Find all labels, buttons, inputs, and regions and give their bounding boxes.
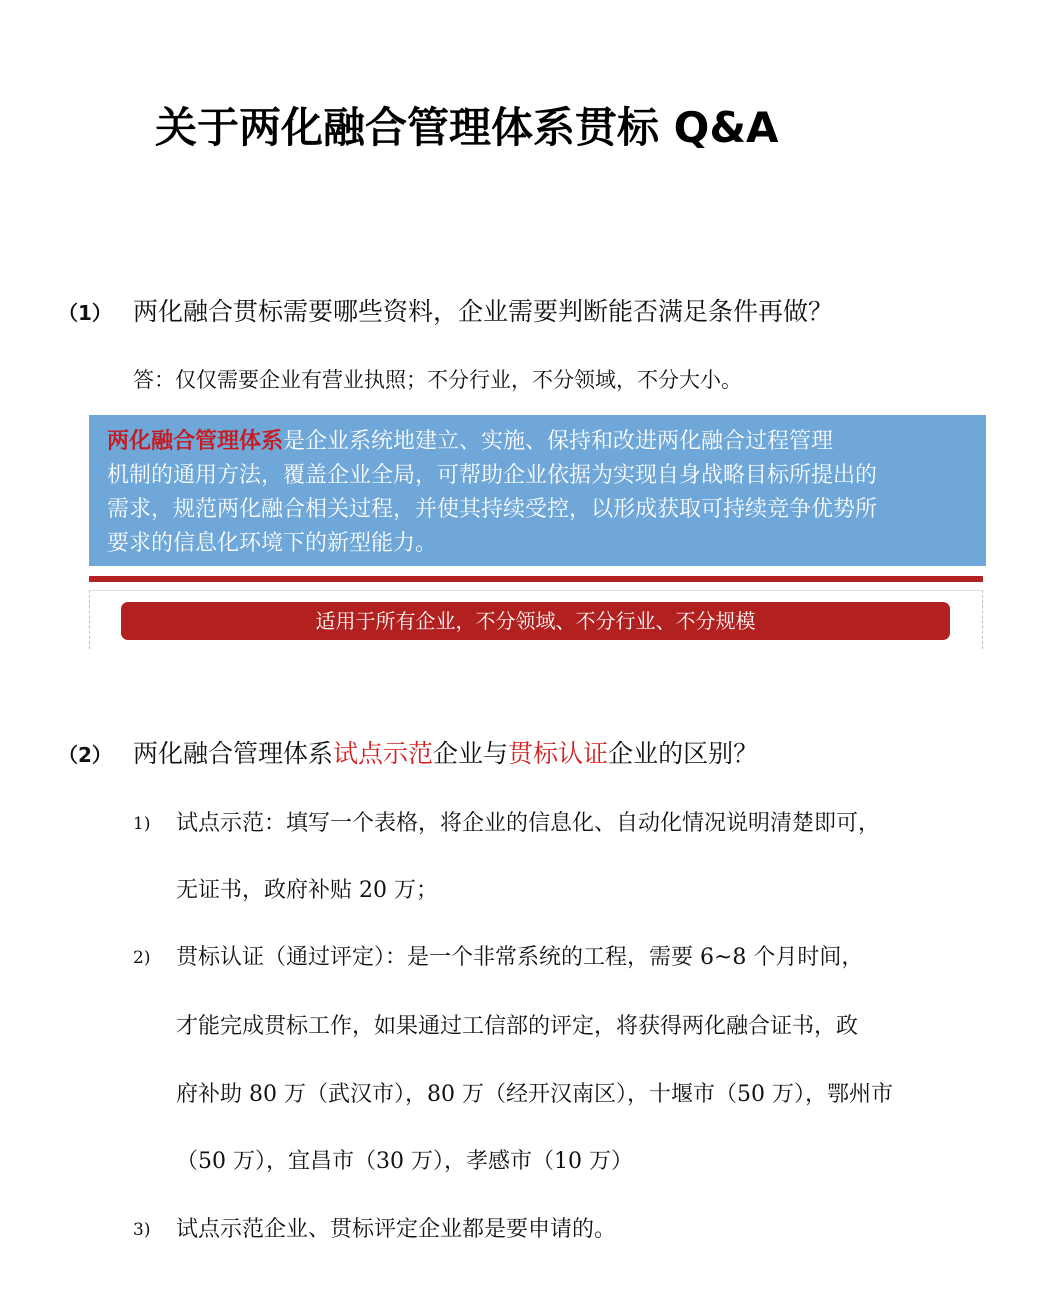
list-item-line: 贯标认证（通过评定）：是一个非常系统的工程，需要 6~8 个月时间， — [176, 945, 864, 970]
list-item-number: 2) — [133, 948, 151, 968]
question-2-text — [133, 736, 758, 772]
definition-line-2: 机制的通用方法，覆盖企业全局，可帮助企业依据为实现自身战略目标所提出的 — [107, 463, 878, 488]
question-1-answer: 答：仅仅需要企业有营业执照；不分行业，不分领域，不分大小。 — [133, 368, 742, 392]
list-item-line: 试点示范企业、贯标评定企业都是要申请的。 — [176, 1217, 617, 1242]
definition-line-4: 要求的信息化环境下的新型能力。 — [107, 531, 438, 556]
question-2-part-2: 企业与 — [433, 739, 509, 768]
list-item-line: 无证书，政府补贴 20 万； — [176, 878, 438, 903]
question-2-highlight-pilot: 试点示范 — [333, 739, 434, 768]
question-2-part-1: 两化融合管理体系 — [133, 739, 334, 768]
question-1-text: 两化融合贯标需要哪些资料，企业需要判断能否满足条件再做？ — [133, 297, 834, 326]
list-item-line: 才能完成贯标工作，如果通过工信部的评定，将获得两化融合证书，政 — [176, 1014, 859, 1039]
page-title: 关于两化融合管理体系贯标 Q&A — [155, 103, 779, 152]
question-1-number: （1） — [58, 301, 112, 325]
list-item-number: 1) — [133, 814, 151, 834]
scope-banner: 适用于所有企业，不分领域、不分行业、不分规模 — [121, 602, 950, 640]
list-item-line: 府补助 80 万（武汉市），80 万（经开汉南区），十堰市（50 万），鄂州市 — [176, 1082, 893, 1107]
question-2-part-3: 企业的区别？ — [608, 739, 759, 768]
list-item-line: 试点示范：填写一个表格，将企业的信息化、自动化情况说明清楚即可， — [176, 811, 881, 836]
definition-box — [89, 415, 986, 566]
question-2-number: （2） — [58, 743, 112, 767]
definition-line-1: 是企业系统地建立、实施、保持和改进两化融合过程管理 — [283, 429, 834, 454]
definition-line-3: 需求，规范两化融合相关过程，并使其持续受控，以形成获取可持续竞争优势所 — [107, 497, 878, 522]
definition-text — [107, 425, 977, 561]
list-item-line: （50 万），宜昌市（30 万），孝感市（10 万） — [176, 1149, 633, 1174]
definition-term: 两化融合管理体系 — [107, 429, 284, 454]
question-2-highlight-certification: 贯标认证 — [508, 739, 609, 768]
list-item-number: 3) — [133, 1220, 151, 1240]
red-divider — [89, 576, 983, 582]
